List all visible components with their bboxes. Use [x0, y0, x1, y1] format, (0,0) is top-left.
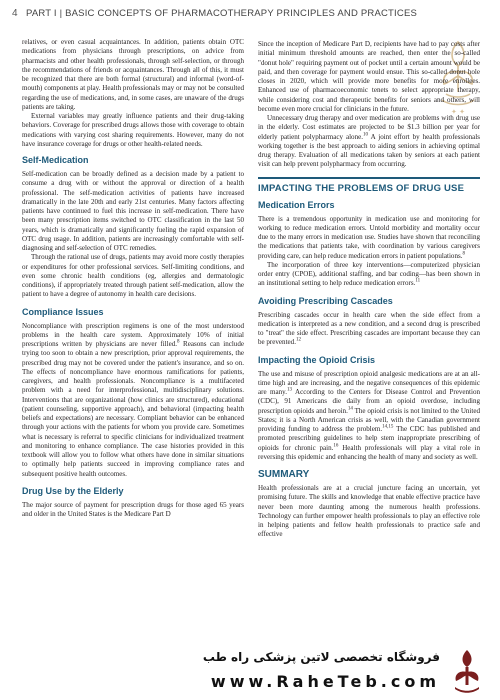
- paragraph: External variables may greatly influence patients and their drug-taking behaviors. Coverage for prescribed drugs allows those with coverage to obtain medications with varying cost sharing requirements. However, many do not have insurance coverage for drugs or other health-related needs.: [22, 112, 244, 148]
- citation: 12: [295, 337, 301, 343]
- text-run: Unnecessary drug therapy and over medication are problems with drug use in the elderly. Cost estimates are projected to be $1.3 billion per year for elderly patient polypharmacy alone.: [258, 114, 480, 141]
- text-run: Prescribing cascades occur in health care when the side effect from a medication is interpreted as a new condition, and a second drug is prescribed to "treat" the side effect. Prescribing cascades are important because they can be prevented.: [258, 310, 480, 347]
- heading-medication-errors: Medication Errors: [258, 199, 335, 210]
- raheteb-footer-logo-icon: [446, 648, 488, 694]
- paragraph: [258, 370, 480, 463]
- citation: 14,15: [382, 424, 394, 430]
- heading-prescribing-cascades: Avoiding Prescribing Cascades: [258, 295, 393, 306]
- text-run: Reasons can include trying too soon to obtain a new prescription, prior approval requirements, the prescribed drug may not be covered under the patient's insurance, and so on. The effects of noncompliance have enormous ramifications for patients, caregivers, and health professionals. Noncompliance is a multifaceted problem with a need for interprofessional, multidisciplinary solutions. Interventions that are organizational (how clinics are structured), educational (patient counseling, supportive approach), and behavioral (impacting health beliefs and expectations) are necessary. Compliant behavior can be enhanced through your actions with the patients for whom you provide care. Sometimes what is necessary is referral to specific clinicians for individualized treatment and monitoring to enhance compliance. The case histories provided in this textbook will allow you to follow what others have done in similar situations to optimally help patients succeed in improving compliance rates and subsequent positive health outcomes.: [22, 340, 244, 478]
- heading-opioid-crisis: Impacting the Opioid Crisis: [258, 354, 376, 365]
- citation: 8: [177, 339, 180, 345]
- paragraph: relatives, or even casual acquaintances. In addition, patients obtain OTC medications from physicians through prescriptions, on advice from pharmacists and other health professionals, through self-selection, or through the recommendations of friends or acquaintances. Through all of this, it must be recognized that there are both formal (structural) and informal (word-of-mouth) components at play. Health professionals may or may not be consulted regarding the use of medications, and, in some cases, are unaware of the drugs patients are taking.: [22, 38, 244, 111]
- citation: 11: [415, 278, 421, 284]
- text-run: The CDC has published and promoted prescribing guidelines to help stem inappropriate prescribing of opioids for chronic pain.: [258, 425, 480, 452]
- text-run: According to the Centers for Disease Control and Prevention (CDC), 91 Americans die daily from an opioid overdose, including prescription opioids and heroin.: [258, 388, 481, 415]
- heading-drug-use-elderly: Drug Use by the Elderly: [22, 485, 124, 496]
- heading-compliance-issues: Compliance Issues: [22, 306, 104, 317]
- text-run: The incorporation of three key interventions—computerized physician order entry (CPOE), additional staffing, and bar coding—has been shown in an institutional setting to help reduce medication errors.: [258, 260, 480, 288]
- citation: 10: [362, 132, 368, 138]
- paragraph: The major source of payment for prescription drugs for those aged 65 years and older in the United States is the Medicare Part D: [22, 500, 244, 518]
- footer-persian-text: فروشگاه تخصصی لاتین پزشکی راه طب: [202, 650, 440, 664]
- running-head: PART I | BASIC CONCEPTS OF PHARMACOTHERAPY PRINCIPLES AND PRACTICES: [26, 8, 418, 19]
- paragraph: [258, 311, 480, 348]
- text-run: The opioid crisis is not limited to the United States; it is a North American crisis as well, with the Canadian government providing funding to address the problem.: [258, 406, 480, 433]
- citation: 8: [462, 251, 465, 257]
- page-header: [0, 0, 500, 34]
- text-run: There is a tremendous opportunity in medication use and monitoring for working to reduce medication errors. Untold morbidity and mortality occur due to the many errors in medication use. Studies have shown that reconciling the medications that patients take, with coordination by various caregivers providing care, can help reduce medication errors in patient populations.: [258, 214, 480, 260]
- paragraph: [258, 261, 480, 289]
- bottom-fade: [0, 615, 500, 645]
- text-run: Health professionals will play a vital role in reversing this epidemic and enhancing the health of many and society as well.: [258, 443, 480, 461]
- left-column: [22, 38, 244, 519]
- heading-self-medication: Self-Medication: [22, 155, 89, 165]
- citation: 16: [333, 443, 339, 449]
- heading-summary: SUMMARY: [258, 469, 310, 480]
- paragraph: Health professionals are at a crucial juncture facing an uncertain, yet promising future. The skills and knowledge that enable effective practice have never been more daunting among the numerous health professions. Technology can further empower health professionals to play an effective role in helping patients and fellow health professionals to practice safe and effective: [258, 484, 480, 539]
- right-column: [258, 40, 480, 540]
- paragraph: Through the rational use of drugs, patients may avoid more costly therapies or expenditures for other professional services. Self-limiting conditions, and even some chronic health conditions (eg, allergies and dermatologic conditions), if appropriately treated through patient self-medication, allow the patient to have a degree of autonomy in health care decisions.: [22, 253, 244, 299]
- paragraph: [258, 215, 480, 261]
- svg-text:✦ ✦: ✦ ✦: [451, 108, 465, 116]
- page-number: 4: [12, 8, 18, 19]
- paragraph: [22, 322, 244, 479]
- text-run: The use and misuse of prescription opioid analgesic medications are at an all-time high and are increasing, and the negative consequences of this epidemic are many.: [258, 369, 480, 396]
- paragraph: Since the inception of Medicare Part D, recipients have had to pay costs after initial minimum threshold amounts are reached, then enter the so-called "donut hole" requiring payment out of pocket until a certain amount would be paid, and then coverage for payment would ensue. This so-called donut hole closes in 2020, which will provide more benefits for more enrollees. Enhanced use of pharmacoeconomic tenets to select appropriate therapy, while considering cost and therapeutic benefits for seniors and others, will become even more crucial for clinicians in the future.: [258, 40, 480, 113]
- citation: 13: [286, 387, 292, 393]
- heading-impacting-problems: IMPACTING THE PROBLEMS OF DRUG USE: [258, 177, 480, 194]
- citation: 14: [347, 406, 353, 412]
- text-run: Noncompliance with prescription regimens is one of the most understood problems in the health care system. Approximately 10% of initial prescriptions written by physicians are never filled.: [22, 321, 244, 348]
- paragraph: Self-medication can be broadly defined as a decision made by a patient to consume a drug with or without the approval or direction of a health professional. The self-medication activities of patients have increased dramatically in the late 20th and early 21st centuries. Many factors affecting patients have continued to fuel this increase in self-medication. There have been many prescription items switched to OTC classification in the last 50 years, which is dramatically and significantly fueling the rapid expansion of OTC drug usage. In addition, patients are increasingly comfortable with self-diagnosing and self-selection of OTC remedies.: [22, 170, 244, 252]
- footer-url[interactable]: www.RaheTeb.com: [210, 672, 440, 691]
- text-run: A joint effort by health professionals working together is the best approach to aiding seniors in achieving optimal drug therapy. Evaluation of all medications taken by seniors at each patient visit can help prevent polypharmacy from occurring.: [258, 132, 480, 169]
- paragraph: [258, 114, 480, 170]
